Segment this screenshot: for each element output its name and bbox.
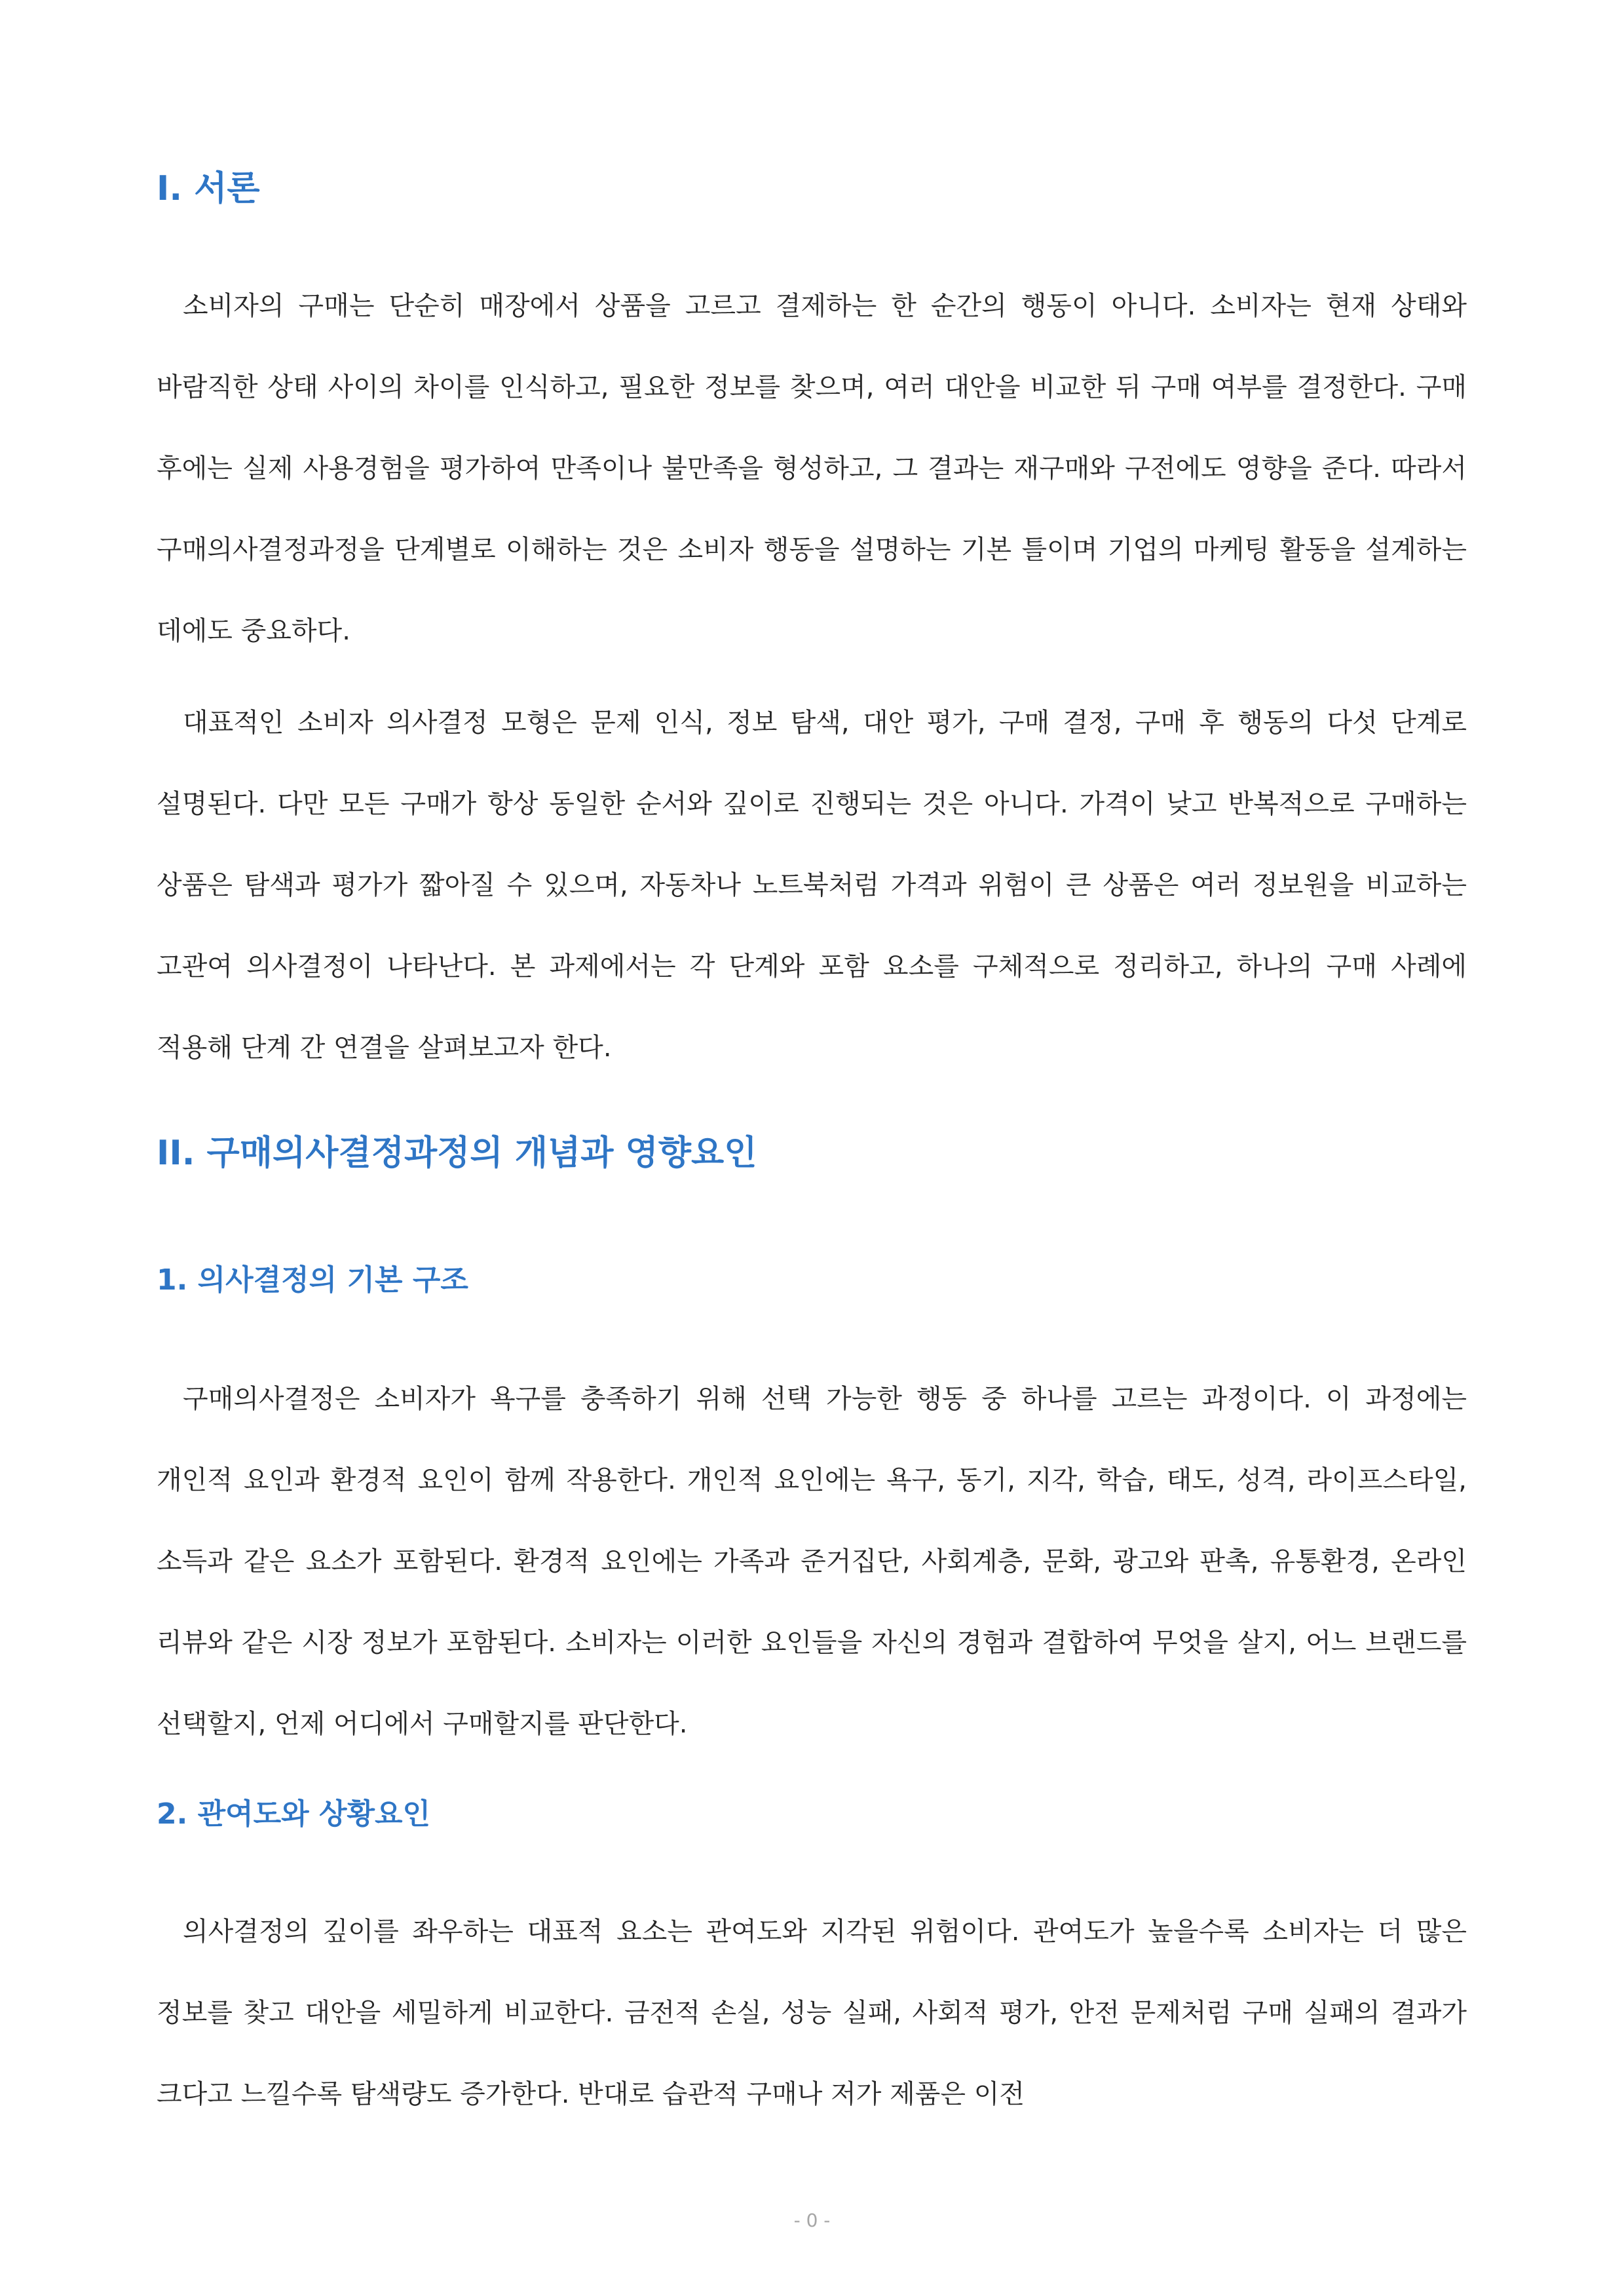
intro-paragraph-2: 대표적인 소비자 의사결정 모형은 문제 인식, 정보 탐색, 대안 평가, 구매 결정, 구매 후 행동의 다섯 단계로 설명된다. 다만 모든 구매가 항상 동일한 순서와 깊이로 진행되는 것은 아니다. 가격이 낮고 반복적으로 구매하는 상품은 탐색과 평가가 짧아질 수 있으며, 자동차나 노트북처럼 가격과 위험이 큰 상품은 여러 정보원을 비교하는 고관여 의사결정이 나타난다. 본 과제에서는 각 단계와 포함 요소를 구체적으로 정리하고, 하나의 구매 사례에 적용해 단계 간 연결을 살펴보고자 한다. — [157, 708, 1467, 1063]
intro-paragraph-1: 소비자의 구매는 단순히 매장에서 상품을 고르고 결제하는 한 순간의 행동이 아니다. 소비자는 현재 상태와 바람직한 상태 사이의 차이를 인식하고, 필요한 정보를 찾으며, 여러 대안을 비교한 뒤 구매 여부를 결정한다. 구매 후에는 실제 사용경험을 평가하여 만족이나 불만족을 형성하고, 그 결과는 재구매와 구전에도 영향을 준다. 따라서 구매의사결정과정을 단계별로 이해하는 것은 소비자 행동을 설명하는 기본 틀이며 기업의 마케팅 활동을 설계하는 데에도 중요하다. — [157, 291, 1467, 646]
involvement-paragraph: 의사결정의 깊이를 좌우하는 대표적 요소는 관여도와 지각된 위험이다. 관여도가 높을수록 소비자는 더 많은 정보를 찾고 대안을 세밀하게 비교한다. 금전적 손실, 성능 실패, 사회적 평가, 안전 문제처럼 구매 실패의 결과가 크다고 느낄수록 탐색량도 증가한다. 반대로 습관적 구매나 저가 제품은 이전 — [157, 1917, 1467, 2109]
subsection-heading-involvement: 2. 관여도와 상황요인 — [157, 1797, 430, 1831]
subsection-heading-basic-structure: 1. 의사결정의 기본 구조 — [157, 1263, 468, 1297]
basic-structure-paragraph: 구매의사결정은 소비자가 욕구를 충족하기 위해 선택 가능한 행동 중 하나를 고르는 과정이다. 이 과정에는 개인적 요인과 환경적 요인이 함께 작용한다. 개인적 요인에는 욕구, 동기, 지각, 학습, 태도, 성격, 라이프스타일, 소득과 같은 요소가 포함된다. 환경적 요인에는 가족과 준거집단, 사회계층, 문화, 광고와 판촉, 유통환경, 온라인 리뷰와 같은 시장 정보가 포함된다. 소비자는 이러한 요인들을 자신의 경험과 결합하여 무엇을 살지, 어느 브랜드를 선택할지, 언제 어디에서 구매할지를 판단한다. — [157, 1384, 1467, 1739]
page-number: - 0 - — [793, 2210, 831, 2231]
section-heading-introduction: I. 서론 — [157, 169, 260, 208]
section-heading-concepts: II. 구매의사결정과정의 개념과 영향요인 — [157, 1134, 757, 1173]
